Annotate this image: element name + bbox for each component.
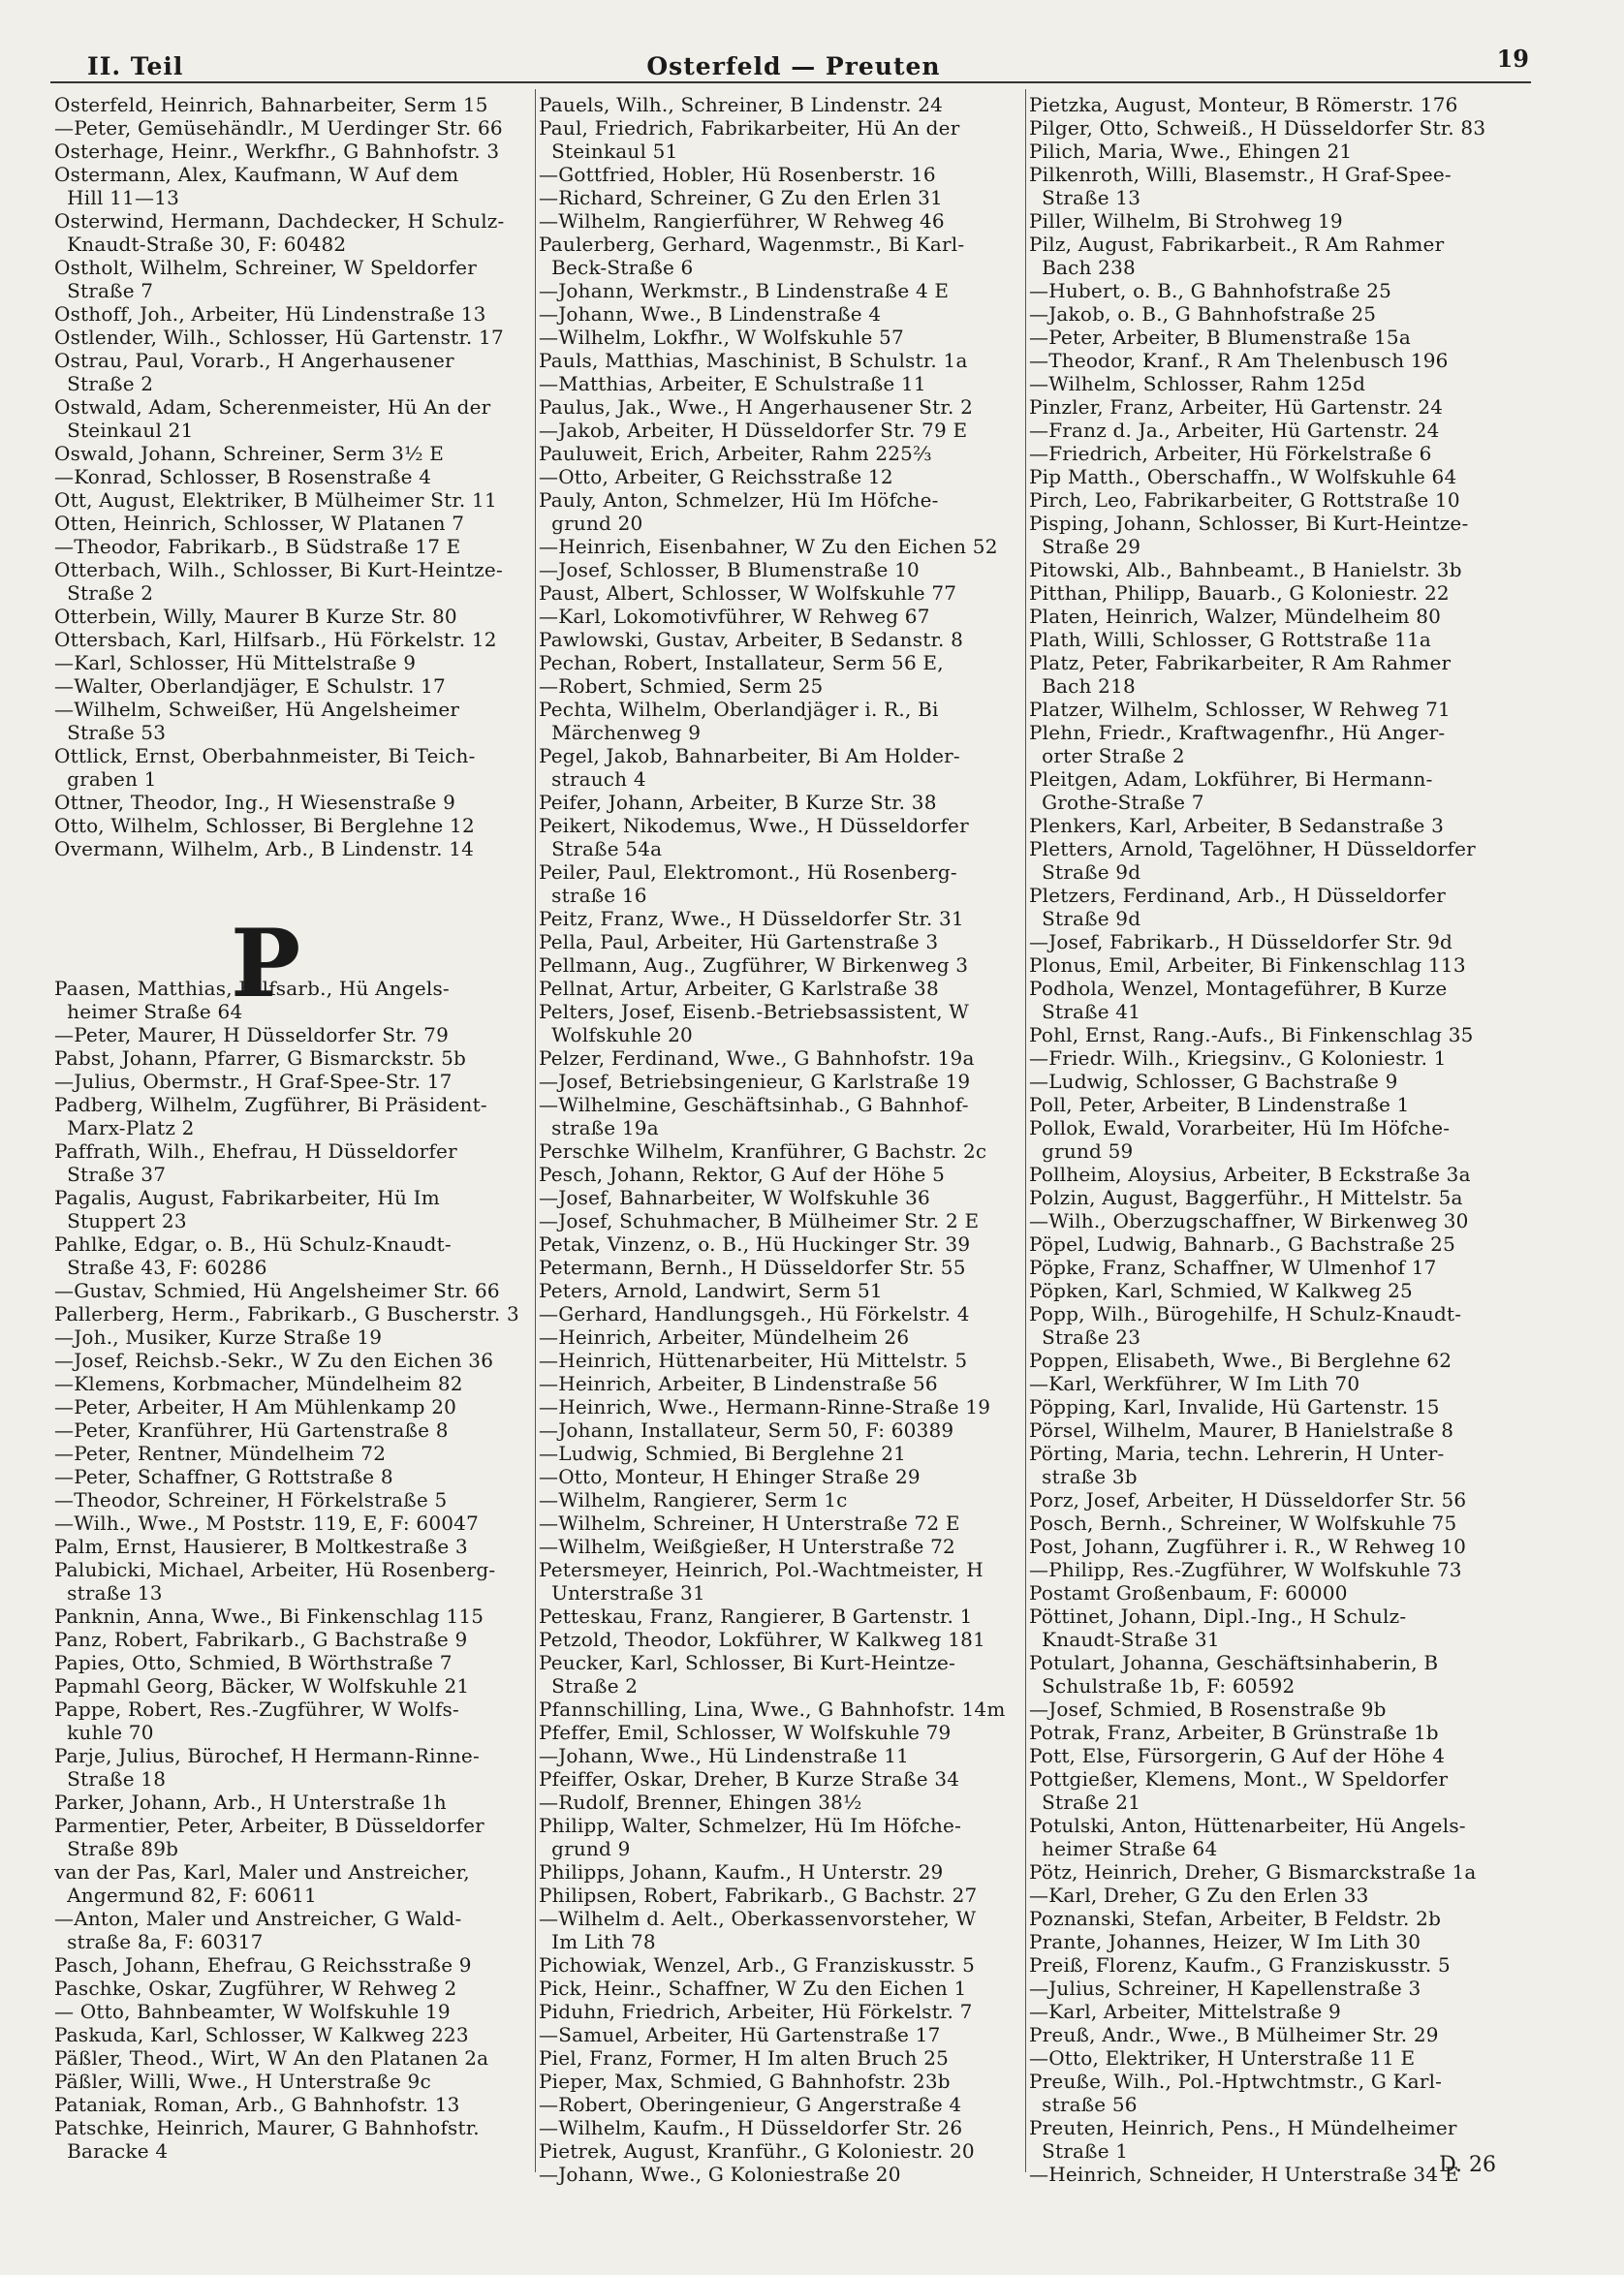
directory-entry-line: Pechta, Wilhelm, Oberlandjäger i. R., Bi: [539, 698, 939, 721]
directory-entry-line: heimer Straße 64: [54, 1000, 243, 1023]
directory-entry-line: Philipp, Walter, Schmelzer, Hü Im Höfche-: [539, 1814, 962, 1837]
directory-entry-line: Pawlowski, Gustav, Arbeiter, B Sedanstr. 8: [539, 628, 964, 651]
directory-entry-line: Pinzler, Franz, Arbeiter, Hü Gartenstr. 24: [1029, 395, 1444, 419]
directory-entry-line: Pilkenroth, Willi, Blasemstr., H Graf-Spee-: [1029, 163, 1452, 186]
directory-entry-line: Perschke Wilhelm, Kranführer, G Bachstr. 2c: [539, 1139, 987, 1163]
directory-entry-line: Patschke, Heinrich, Maurer, G Bahnhofstr.: [54, 2116, 480, 2139]
directory-entry-line: —Wilhelm, Schlosser, Rahm 125d: [1029, 372, 1366, 395]
directory-entry-line: Pietrek, August, Kranführ., G Koloniestr. 20: [539, 2139, 975, 2163]
directory-entry-line: Pöpping, Karl, Invalide, Hü Gartenstr. 15: [1029, 1395, 1440, 1418]
directory-entry-line: kuhle 70: [54, 1721, 154, 1744]
directory-entry-line: Pörting, Maria, techn. Lehrerin, H Unter-: [1029, 1442, 1445, 1465]
directory-entry-line: Pelzer, Ferdinand, Wwe., G Bahnhofstr. 19a: [539, 1046, 975, 1070]
directory-entry-line: Palm, Ernst, Hausierer, B Moltkestraße 3: [54, 1535, 468, 1558]
directory-entry-line: —Wilhelm, Kaufm., H Düsseldorfer Str. 26: [539, 2116, 963, 2139]
directory-entry-line: Philipsen, Robert, Fabrikarb., G Bachstr. 27: [539, 1884, 978, 1907]
directory-entry-line: Hill 11—13: [54, 186, 180, 209]
directory-entry-line: —Wilhelm, Schreiner, H Unterstraße 72 E: [539, 1511, 960, 1535]
directory-entry-line: orter Straße 2: [1029, 744, 1185, 767]
directory-entry-line: Steinkaul 51: [539, 140, 678, 163]
directory-entry-line: Paulerberg, Gerhard, Wagenmstr., Bi Karl-: [539, 233, 965, 256]
directory-entry-line: Platzer, Wilhelm, Schlosser, W Rehweg 71: [1029, 698, 1451, 721]
directory-entry-line: —Wilhelm, Rangierer, Serm 1c: [539, 1488, 848, 1511]
directory-entry-line: —Matthias, Arbeiter, E Schulstraße 11: [539, 372, 926, 395]
directory-entry-line: Parker, Johann, Arb., H Unterstraße 1h: [54, 1791, 447, 1814]
directory-entry-line: Pottgießer, Klemens, Mont., W Speldorfer: [1029, 1767, 1449, 1791]
directory-entry-line: —Peter, Arbeiter, H Am Mühlenkamp 20: [54, 1395, 457, 1418]
directory-entry-line: —Rudolf, Brenner, Ehingen 38½: [539, 1791, 862, 1814]
directory-entry-line: Plonus, Emil, Arbeiter, Bi Finkenschlag 113: [1029, 953, 1466, 977]
directory-entry-line: strauch 4: [539, 767, 646, 791]
directory-entry-line: Ottner, Theodor, Ing., H Wiesenstraße 9: [54, 791, 456, 814]
directory-entry-line: Peitz, Franz, Wwe., H Düsseldorfer Str. 31: [539, 907, 964, 930]
directory-entry-line: Petak, Vinzenz, o. B., Hü Huckinger Str. 39: [539, 1232, 971, 1256]
directory-entry-line: Preuß, Andr., Wwe., B Mülheimer Str. 29: [1029, 2023, 1439, 2046]
directory-entry-line: Pesch, Johann, Rektor, G Auf der Höhe 5: [539, 1163, 946, 1186]
directory-entry-line: Pichowiak, Wenzel, Arb., G Franziskusstr. 5: [539, 1953, 975, 1977]
directory-entry-line: —Josef, Reichsb.-Sekr., W Zu den Eichen 36: [54, 1349, 494, 1372]
directory-column-3: [1029, 93, 1546, 2186]
directory-entry-line: Märchenweg 9: [539, 721, 702, 744]
directory-entry-line: Osterhage, Heinr., Werkfhr., G Bahnhofstr. 3: [54, 140, 500, 163]
directory-entry-line: Plath, Willi, Schlosser, G Rottstraße 11a: [1029, 628, 1431, 651]
directory-entry-line: Pieper, Max, Schmied, G Bahnhofstr. 23b: [539, 2070, 951, 2093]
directory-entry-line: Ottersbach, Karl, Hilfsarb., Hü Förkelstr. 12: [54, 628, 497, 651]
directory-entry-line: Pöttinet, Johann, Dipl.-Ing., H Schulz-: [1029, 1605, 1407, 1628]
directory-entry-line: Pauluweit, Erich, Arbeiter, Rahm 225⅔: [539, 442, 932, 465]
directory-entry-line: Ostlender, Wilh., Schlosser, Hü Gartenstr. 17: [54, 326, 504, 349]
directory-entry-line: Peifer, Johann, Arbeiter, B Kurze Str. 38: [539, 791, 937, 814]
directory-entry-line: Ostwald, Adam, Scherenmeister, Hü An der: [54, 395, 491, 419]
directory-entry-line: Paul, Friedrich, Fabrikarbeiter, Hü An der: [539, 116, 960, 140]
directory-entry-line: —Theodor, Kranf., R Am Thelenbusch 196: [1029, 349, 1449, 372]
directory-entry-line: Paasen, Matthias, Hilfsarb., Hü Angels-: [54, 977, 450, 1000]
directory-entry-line: —Johann, Wwe., Hü Lindenstraße 11: [539, 1744, 910, 1767]
directory-entry-line: —Wilhelm, Weißgießer, H Unterstraße 72: [539, 1535, 955, 1558]
directory-entry-line: Peikert, Nikodemus, Wwe., H Düsseldorfer: [539, 814, 969, 837]
directory-entry-line: Schulstraße 1b, F: 60592: [1029, 1674, 1296, 1698]
directory-entry-line: —Karl, Dreher, G Zu den Erlen 33: [1029, 1884, 1369, 1907]
directory-entry-line: Pauls, Matthias, Maschinist, B Schulstr. 1a: [539, 349, 968, 372]
directory-entry-line: —Robert, Oberingenieur, G Angerstraße 4: [539, 2093, 962, 2116]
directory-entry-line: Straße 53: [54, 721, 167, 744]
directory-entry-line: —Peter, Maurer, H Düsseldorfer Str. 79: [54, 1023, 450, 1046]
directory-entry-line: Pfeiffer, Oskar, Dreher, B Kurze Straße 34: [539, 1767, 960, 1791]
directory-entry-line: —Josef, Schlosser, B Blumenstraße 10: [539, 558, 920, 581]
directory-entry-line: heimer Straße 64: [1029, 1837, 1218, 1860]
directory-entry-line: Straße 23: [1029, 1325, 1141, 1349]
directory-entry-line: Pfeffer, Emil, Schlosser, W Wolfskuhle 79: [539, 1721, 952, 1744]
directory-entry-line: —Joh., Musiker, Kurze Straße 19: [54, 1325, 383, 1349]
directory-entry-line: Podhola, Wenzel, Montageführer, B Kurze: [1029, 977, 1448, 1000]
directory-entry-line: Pöpel, Ludwig, Bahnarb., G Bachstraße 25: [1029, 1232, 1456, 1256]
directory-entry-line: Philipps, Johann, Kaufm., H Unterstr. 29: [539, 1860, 944, 1884]
directory-entry-line: —Gottfried, Hobler, Hü Rosenberstr. 16: [539, 163, 936, 186]
directory-entry-line: Pisping, Johann, Schlosser, Bi Kurt-Heintze-: [1029, 512, 1469, 535]
directory-entry-line: Stuppert 23: [54, 1209, 187, 1232]
directory-entry-line: Straße 7: [54, 279, 154, 302]
directory-entry-line: Steinkaul 21: [54, 419, 194, 442]
directory-entry-line: —Otto, Elektriker, H Unterstraße 11 E: [1029, 2046, 1416, 2070]
directory-entry-line: Panknin, Anna, Wwe., Bi Finkenschlag 115: [54, 1605, 484, 1628]
directory-entry-line: —Josef, Schuhmacher, B Mülheimer Str. 2 E: [539, 1209, 980, 1232]
directory-entry-line: —Heinrich, Eisenbahner, W Zu den Eichen 52: [539, 535, 998, 558]
directory-entry-line: Im Lith 78: [539, 1930, 656, 1953]
directory-entry-line: Pagalis, August, Fabrikarbeiter, Hü Im: [54, 1186, 440, 1209]
directory-entry-line: Päßler, Theod., Wirt, W An den Platanen 2a: [54, 2046, 489, 2070]
directory-entry-line: Postamt Großenbaum, F: 60000: [1029, 1581, 1348, 1605]
directory-entry-line: [54, 884, 531, 907]
directory-entry-line: Poznanski, Stefan, Arbeiter, B Feldstr. 2b: [1029, 1907, 1442, 1930]
directory-entry-line: Potulart, Johanna, Geschäftsinhaberin, B: [1029, 1651, 1439, 1674]
directory-entry-line: Straße 2: [539, 1674, 639, 1698]
directory-entry-line: straße 56: [1029, 2093, 1138, 2116]
directory-entry-line: Osthoff, Joh., Arbeiter, Hü Lindenstraße 13: [54, 302, 486, 326]
directory-entry-line: —Friedr. Wilh., Kriegsinv., G Koloniestr. 1: [1029, 1046, 1447, 1070]
directory-entry-line: Beck-Straße 6: [539, 256, 694, 279]
directory-entry-line: Potrak, Franz, Arbeiter, B Grünstraße 1b: [1029, 1721, 1439, 1744]
directory-entry-line: —Otto, Arbeiter, G Reichsstraße 12: [539, 465, 893, 488]
directory-entry-line: Palubicki, Michael, Arbeiter, Hü Rosenberg-: [54, 1558, 496, 1581]
directory-entry-line: Pauels, Wilh., Schreiner, B Lindenstr. 24: [539, 93, 944, 116]
directory-entry-line: Pilger, Otto, Schweiß., H Düsseldorfer Str. 83: [1029, 116, 1486, 140]
directory-entry-line: —Julius, Obermstr., H Graf-Spee-Str. 17: [54, 1070, 453, 1093]
directory-entry-line: Pitowski, Alb., Bahnbeamt., B Hanielstr. 3b: [1029, 558, 1462, 581]
directory-entry-line: —Walter, Oberlandjäger, E Schulstr. 17: [54, 674, 446, 698]
directory-entry-line: —Johann, Installateur, Serm 50, F: 60389: [539, 1418, 954, 1442]
directory-entry-line: Straße 1: [1029, 2139, 1129, 2163]
directory-entry-line: —Peter, Gemüsehändlr., M Uerdinger Str. 66: [54, 116, 503, 140]
directory-entry-line: Angermund 82, F: 60611: [54, 1884, 317, 1907]
directory-entry-line: Pelters, Josef, Eisenb.-Betriebsassistent, W: [539, 1000, 970, 1023]
directory-entry-line: Pella, Paul, Arbeiter, Hü Gartenstraße 3: [539, 930, 939, 953]
directory-entry-line: straße 8a, F: 60317: [54, 1930, 264, 1953]
directory-entry-line: Unterstraße 31: [539, 1581, 705, 1605]
directory-entry-line: —Peter, Kranführer, Hü Gartenstraße 8: [54, 1418, 449, 1442]
directory-entry-line: Petersmeyer, Heinrich, Pol.-Wachtmeister, H: [539, 1558, 984, 1581]
directory-entry-line: grund 59: [1029, 1139, 1134, 1163]
directory-entry-line: Pötz, Heinrich, Dreher, G Bismarckstraße 1a: [1029, 1860, 1477, 1884]
directory-entry-line: Post, Johann, Zugführer i. R., W Rehweg 10: [1029, 1535, 1466, 1558]
directory-entry-line: —Johann, Wwe., G Koloniestraße 20: [539, 2163, 901, 2186]
directory-entry-line: —Anton, Maler und Anstreicher, G Wald-: [54, 1907, 462, 1930]
directory-entry-line: —Julius, Schreiner, H Kapellenstraße 3: [1029, 1977, 1421, 2000]
directory-entry-line: —Konrad, Schlosser, B Rosenstraße 4: [54, 465, 432, 488]
directory-entry-line: Pörsel, Wilhelm, Maurer, B Hanielstraße 8: [1029, 1418, 1454, 1442]
directory-entry-line: Straße 2: [54, 581, 154, 605]
directory-entry-line: Pöpken, Karl, Schmied, W Kalkweg 25: [1029, 1279, 1413, 1302]
directory-entry-line: —Wilhelm, Schweißer, Hü Angelsheimer: [54, 698, 460, 721]
directory-entry-line: —Karl, Werkführer, W Im Lith 70: [1029, 1372, 1360, 1395]
directory-entry-line: Otten, Heinrich, Schlosser, W Platanen 7: [54, 512, 465, 535]
directory-entry-line: Pappe, Robert, Res.-Zugführer, W Wolfs-: [54, 1698, 459, 1721]
directory-entry-line: Petteskau, Franz, Rangierer, B Gartenstr. 1: [539, 1605, 973, 1628]
directory-entry-line: Paskuda, Karl, Schlosser, W Kalkweg 223: [54, 2023, 469, 2046]
directory-entry-line: Parje, Julius, Bürochef, H Hermann-Rinne-: [54, 1744, 480, 1767]
directory-column-2: [539, 93, 1046, 2186]
directory-entry-line: Pabst, Johann, Pfarrer, G Bismarckstr. 5b: [54, 1046, 467, 1070]
directory-entry-line: Petermann, Bernh., H Düsseldorfer Str. 55: [539, 1256, 966, 1279]
directory-entry-line: Pletters, Arnold, Tagelöhner, H Düsseldorfer: [1029, 837, 1476, 860]
directory-entry-line: —Wilhelmine, Geschäftsinhab., G Bahnhof-: [539, 1093, 969, 1116]
directory-entry-line: —Jakob, o. B., G Bahnhofstraße 25: [1029, 302, 1377, 326]
directory-entry-line: —Heinrich, Arbeiter, B Lindenstraße 56: [539, 1372, 938, 1395]
directory-entry-line: Prante, Johannes, Heizer, W Im Lith 30: [1029, 1930, 1421, 1953]
directory-entry-line: —Karl, Arbeiter, Mittelstraße 9: [1029, 2000, 1341, 2023]
page-range-title: Osterfeld — Preuten: [646, 52, 941, 80]
directory-entry-line: straße 16: [539, 884, 647, 907]
directory-entry-line: grund 9: [539, 1837, 631, 1860]
directory-entry-line: —Ludwig, Schmied, Bi Berglehne 21: [539, 1442, 907, 1465]
directory-entry-line: —Peter, Arbeiter, B Blumenstraße 15a: [1029, 326, 1411, 349]
directory-entry-line: Pirch, Leo, Fabrikarbeiter, G Rottstraße 10: [1029, 488, 1460, 512]
directory-entry-line: Platen, Heinrich, Walzer, Mündelheim 80: [1029, 605, 1442, 628]
directory-entry-line: Pilich, Maria, Wwe., Ehingen 21: [1029, 140, 1353, 163]
directory-entry-line: Knaudt-Straße 30, F: 60482: [54, 233, 347, 256]
part-label: II. Teil: [87, 52, 184, 80]
directory-entry-line: Parmentier, Peter, Arbeiter, B Düsseldorfer: [54, 1814, 484, 1837]
directory-entry-line: —Richard, Schreiner, G Zu den Erlen 31: [539, 186, 943, 209]
directory-entry-line: Overmann, Wilhelm, Arb., B Lindenstr. 14: [54, 837, 475, 860]
header-rule: [50, 81, 1531, 83]
directory-entry-line: Peucker, Karl, Schlosser, Bi Kurt-Heintze-: [539, 1651, 956, 1674]
directory-entry-line: Straße 2: [54, 372, 154, 395]
directory-entry-line: Preuße, Wilh., Pol.-Hptwchtmstr., G Karl-: [1029, 2070, 1443, 2093]
directory-entry-line: —Heinrich, Arbeiter, Mündelheim 26: [539, 1325, 910, 1349]
directory-entry-line: Piller, Wilhelm, Bi Strohweg 19: [1029, 209, 1343, 233]
directory-entry-line: Paust, Albert, Schlosser, W Wolfskuhle 77: [539, 581, 957, 605]
directory-entry-line: Poppen, Elisabeth, Wwe., Bi Berglehne 62: [1029, 1349, 1452, 1372]
directory-entry-line: —Wilh., Oberzugschaffner, W Birkenweg 30: [1029, 1209, 1469, 1232]
directory-entry-line: Otterbach, Wilh., Schlosser, Bi Kurt-Heintze-: [54, 558, 503, 581]
directory-entry-line: Pöpke, Franz, Schaffner, W Ulmenhof 17: [1029, 1256, 1437, 1279]
directory-entry-line: —Peter, Rentner, Mündelheim 72: [54, 1442, 387, 1465]
directory-entry-line: Porz, Josef, Arbeiter, H Düsseldorfer Str. 56: [1029, 1488, 1467, 1511]
directory-entry-line: —Theodor, Fabrikarb., B Südstraße 17 E: [54, 535, 461, 558]
directory-entry-line: van der Pas, Karl, Maler und Anstreicher,: [54, 1860, 470, 1884]
directory-entry-line: —Josef, Betriebsingenieur, G Karlstraße 19: [539, 1070, 971, 1093]
directory-entry-line: Straße 37: [54, 1163, 167, 1186]
directory-entry-line: Straße 18: [54, 1767, 167, 1791]
directory-entry-line: Polzin, August, Baggerführ., H Mittelstr. 5a: [1029, 1186, 1463, 1209]
directory-entry-line: Wolfskuhle 20: [539, 1023, 693, 1046]
directory-entry-line: straße 13: [54, 1581, 163, 1605]
page-number: 19: [1496, 45, 1529, 73]
directory-entry-line: —Heinrich, Hüttenarbeiter, Hü Mittelstr. 5: [539, 1349, 968, 1372]
directory-entry-line: Straße 9d: [1029, 860, 1141, 884]
directory-entry-line: Pellnat, Artur, Arbeiter, G Karlstraße 38: [539, 977, 939, 1000]
directory-entry-line: graben 1: [54, 767, 157, 791]
directory-entry-line: straße 3b: [1029, 1465, 1138, 1488]
directory-entry-line: Pollheim, Aloysius, Arbeiter, B Eckstraße 3a: [1029, 1163, 1471, 1186]
directory-entry-line: Otto, Wilhelm, Schlosser, Bi Berglehne 12: [54, 814, 475, 837]
directory-entry-line: Pahlke, Edgar, o. B., Hü Schulz-Knaudt-: [54, 1232, 452, 1256]
directory-entry-line: Osterwind, Hermann, Dachdecker, H Schulz-: [54, 209, 505, 233]
directory-entry-line: —Wilh., Wwe., M Poststr. 119, E, F: 60047: [54, 1511, 480, 1535]
directory-entry-line: Pegel, Jakob, Bahnarbeiter, Bi Am Holder-: [539, 744, 960, 767]
directory-entry-line: —Gustav, Schmied, Hü Angelsheimer Str. 66: [54, 1279, 500, 1302]
directory-entry-line: Pasch, Johann, Ehefrau, G Reichsstraße 9: [54, 1953, 472, 1977]
directory-entry-line: —Wilhelm d. Aelt., Oberkassenvorsteher, W: [539, 1907, 977, 1930]
directory-entry-line: —Hubert, o. B., G Bahnhofstraße 25: [1029, 279, 1392, 302]
directory-entry-line: —Josef, Bahnarbeiter, W Wolfskuhle 36: [539, 1186, 930, 1209]
directory-entry-line: Peters, Arnold, Landwirt, Serm 51: [539, 1279, 883, 1302]
directory-entry-line: —Josef, Schmied, B Rosenstraße 9b: [1029, 1698, 1387, 1721]
directory-entry-line: Ostermann, Alex, Kaufmann, W Auf dem: [54, 163, 459, 186]
directory-entry-line: —Josef, Fabrikarb., H Düsseldorfer Str. 9d: [1029, 930, 1453, 953]
directory-entry-line: Preuten, Heinrich, Pens., H Mündelheimer: [1029, 2116, 1457, 2139]
directory-entry-line: —Klemens, Korbmacher, Mündelheim 82: [54, 1372, 463, 1395]
column-divider: [535, 89, 536, 2172]
directory-entry-line: —Ludwig, Schlosser, G Bachstraße 9: [1029, 1070, 1398, 1093]
directory-entry-line: —Peter, Schaffner, G Rottstraße 8: [54, 1465, 393, 1488]
directory-entry-line: Grothe-Straße 7: [1029, 791, 1204, 814]
directory-entry-line: —Wilhelm, Rangierführer, W Rehweg 46: [539, 209, 945, 233]
directory-entry-line: Piduhn, Friedrich, Arbeiter, Hü Förkelstr. 7: [539, 2000, 973, 2023]
directory-entry-line: Pfannschilling, Lina, Wwe., G Bahnhofstr. 14m: [539, 1698, 1006, 1721]
directory-entry-line: —Wilhelm, Lokfhr., W Wolfskuhle 57: [539, 326, 904, 349]
directory-entry-line: —Heinrich, Schneider, H Unterstraße 34 E: [1029, 2163, 1459, 2186]
directory-entry-line: grund 20: [539, 512, 643, 535]
directory-entry-line: Ott, August, Elektriker, B Mülheimer Str. 11: [54, 488, 497, 512]
directory-entry-line: —Otto, Monteur, H Ehinger Straße 29: [539, 1465, 921, 1488]
directory-entry-line: Paulus, Jak., Wwe., H Angerhausener Str. 2: [539, 395, 974, 419]
directory-entry-line: Straße 13: [1029, 186, 1141, 209]
directory-entry-line: Piel, Franz, Former, H Im alten Bruch 25: [539, 2046, 950, 2070]
directory-entry-line: —Philipp, Res.-Zugführer, W Wolfskuhle 73: [1029, 1558, 1462, 1581]
directory-entry-line: Straße 29: [1029, 535, 1141, 558]
directory-entry-line: Posch, Bernh., Schreiner, W Wolfskuhle 75: [1029, 1511, 1457, 1535]
directory-entry-line: Ottlick, Ernst, Oberbahnmeister, Bi Teich-: [54, 744, 476, 767]
directory-entry-line: —Gerhard, Handlungsgeh., Hü Förkelstr. 4: [539, 1302, 970, 1325]
directory-column-1: [54, 93, 531, 2163]
directory-entry-line: Straße 54a: [539, 837, 663, 860]
directory-entry-line: Straße 21: [1029, 1791, 1141, 1814]
directory-entry-line: —Samuel, Arbeiter, Hü Gartenstraße 17: [539, 2023, 941, 2046]
directory-entry-line: — Otto, Bahnbeamter, W Wolfskuhle 19: [54, 2000, 451, 2023]
directory-entry-line: —Theodor, Schreiner, H Förkelstraße 5: [54, 1488, 448, 1511]
directory-entry-line: —Heinrich, Wwe., Hermann-Rinne-Straße 19: [539, 1395, 991, 1418]
directory-entry-line: Straße 9d: [1029, 907, 1141, 930]
directory-entry-line: Pallerberg, Herm., Fabrikarb., G Buscherstr. 3: [54, 1302, 519, 1325]
directory-entry-line: Platz, Peter, Fabrikarbeiter, R Am Rahmer: [1029, 651, 1452, 674]
directory-entry-line: Pip Matth., Oberschaffn., W Wolfskuhle 64: [1029, 465, 1457, 488]
directory-entry-line: Paschke, Oskar, Zugführer, W Rehweg 2: [54, 1977, 457, 2000]
directory-entry-line: Peiler, Paul, Elektromont., Hü Rosenberg-: [539, 860, 957, 884]
directory-entry-line: Knaudt-Straße 31: [1029, 1628, 1220, 1651]
directory-entry-line: [54, 860, 531, 884]
directory-entry-line: Potulski, Anton, Hüttenarbeiter, Hü Angels-: [1029, 1814, 1466, 1837]
directory-entry-line: Pick, Heinr., Schaffner, W Zu den Eichen 1: [539, 1977, 967, 2000]
directory-entry-line: Preiß, Florenz, Kaufm., G Franziskusstr. 5: [1029, 1953, 1451, 1977]
directory-entry-line: —Franz d. Ja., Arbeiter, Hü Gartenstr. 24: [1029, 419, 1440, 442]
directory-entry-line: —Johann, Wwe., B Lindenstraße 4: [539, 302, 882, 326]
directory-entry-line: —Karl, Schlosser, Hü Mittelstraße 9: [54, 651, 417, 674]
directory-entry-line: Straße 43, F: 60286: [54, 1256, 267, 1279]
directory-entry-line: Pilz, August, Fabrikarbeit., R Am Rahmer: [1029, 233, 1445, 256]
directory-entry-line: Ostholt, Wilhelm, Schreiner, W Speldorfer: [54, 256, 477, 279]
directory-entry-line: Poll, Peter, Arbeiter, B Lindenstraße 1: [1029, 1093, 1410, 1116]
directory-entry-line: Pohl, Ernst, Rang.-Aufs., Bi Finkenschlag 35: [1029, 1023, 1474, 1046]
directory-entry-line: Pott, Else, Fürsorgerin, G Auf der Höhe 4: [1029, 1744, 1446, 1767]
directory-entry-line: Petzold, Theodor, Lokführer, W Kalkweg 181: [539, 1628, 986, 1651]
section-letter: P: [231, 909, 301, 1018]
directory-entry-line: Pechan, Robert, Installateur, Serm 56 E,: [539, 651, 944, 674]
directory-entry-line: Papmahl Georg, Bäcker, W Wolfskuhle 21: [54, 1674, 470, 1698]
directory-entry-line: Popp, Wilh., Bürogehilfe, H Schulz-Knaudt-: [1029, 1302, 1462, 1325]
directory-entry-line: —Friedrich, Arbeiter, Hü Förkelstraße 6: [1029, 442, 1432, 465]
directory-entry-line: —Robert, Schmied, Serm 25: [539, 674, 824, 698]
directory-entry-line: —Karl, Lokomotivführer, W Rehweg 67: [539, 605, 930, 628]
directory-entry-line: Marx-Platz 2: [54, 1116, 195, 1139]
directory-entry-line: Pollok, Ewald, Vorarbeiter, Hü Im Höfche-: [1029, 1116, 1451, 1139]
directory-entry-line: Pietzka, August, Monteur, B Römerstr. 176: [1029, 93, 1458, 116]
footer-mark: D. 26: [1439, 2153, 1496, 2177]
directory-entry-line: Plenkers, Karl, Arbeiter, B Sedanstraße 3: [1029, 814, 1445, 837]
directory-entry-line: —Jakob, Arbeiter, H Düsseldorfer Str. 79 E: [539, 419, 968, 442]
directory-entry-line: Pauly, Anton, Schmelzer, Hü Im Höfche-: [539, 488, 939, 512]
directory-entry-line: Bach 238: [1029, 256, 1136, 279]
directory-entry-line: Baracke 4: [54, 2139, 169, 2163]
directory-entry-line: Panz, Robert, Fabrikarb., G Bachstraße 9: [54, 1628, 468, 1651]
directory-entry-line: straße 19a: [539, 1116, 659, 1139]
directory-entry-line: Papies, Otto, Schmied, B Wörthstraße 7: [54, 1651, 453, 1674]
directory-entry-line: Straße 41: [1029, 1000, 1141, 1023]
directory-entry-line: Pletzers, Ferdinand, Arb., H Düsseldorfer: [1029, 884, 1446, 907]
directory-entry-line: Pataniak, Roman, Arb., G Bahnhofstr. 13: [54, 2093, 460, 2116]
directory-entry-line: Bach 218: [1029, 674, 1136, 698]
directory-entry-line: Pleitgen, Adam, Lokführer, Bi Hermann-: [1029, 767, 1433, 791]
directory-entry-line: Plehn, Friedr., Kraftwagenfhr., Hü Anger-: [1029, 721, 1446, 744]
directory-entry-line: Straße 89b: [54, 1837, 179, 1860]
directory-entry-line: Padberg, Wilhelm, Zugführer, Bi Präsident-: [54, 1093, 487, 1116]
directory-entry-line: Päßler, Willi, Wwe., H Unterstraße 9c: [54, 2070, 431, 2093]
directory-entry-line: Ostrau, Paul, Vorarb., H Angerhausener: [54, 349, 454, 372]
directory-entry-line: Osterfeld, Heinrich, Bahnarbeiter, Serm 15: [54, 93, 488, 116]
directory-entry-line: Otterbein, Willy, Maurer B Kurze Str. 80: [54, 605, 457, 628]
directory-entry-line: Paffrath, Wilh., Ehefrau, H Düsseldorfer: [54, 1139, 457, 1163]
directory-entry-line: Pitthan, Philipp, Bauarb., G Koloniestr. 22: [1029, 581, 1450, 605]
directory-entry-line: Pellmann, Aug., Zugführer, W Birkenweg 3: [539, 953, 969, 977]
directory-entry-line: —Johann, Werkmstr., B Lindenstraße 4 E: [539, 279, 950, 302]
directory-entry-line: Oswald, Johann, Schreiner, Serm 3½ E: [54, 442, 445, 465]
